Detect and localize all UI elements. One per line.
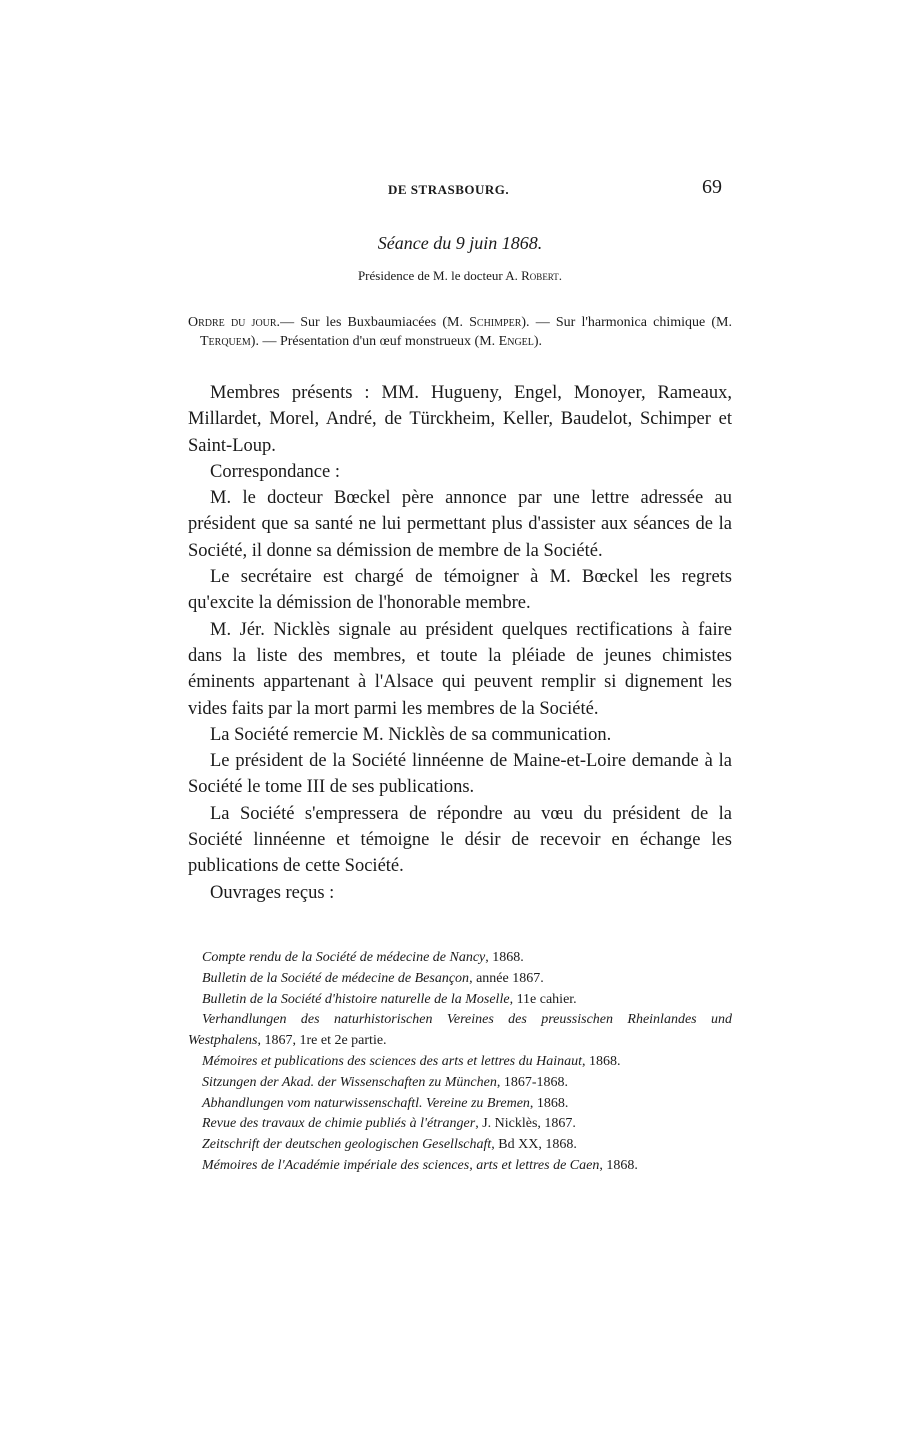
ordre-name: Schimper bbox=[469, 315, 522, 330]
ordre-text: — Sur les Buxbaumiacées (M. bbox=[280, 315, 470, 330]
list-item bbox=[188, 1156, 732, 1177]
ordre-text: ). — Présentation d'un œuf monstrueux (M. bbox=[250, 334, 499, 349]
paragraph: Le secrétaire est chargé de témoigner à M. Bœckel les regrets qu'excite la démission de l'honorable membre. bbox=[188, 567, 732, 614]
list-item bbox=[188, 1052, 732, 1073]
seance-title: Séance du 9 juin 1868. bbox=[377, 233, 543, 253]
list-item bbox=[188, 948, 732, 969]
ordre-du-jour bbox=[188, 313, 732, 351]
ouvrages-list bbox=[188, 948, 732, 1177]
work-title: Zeitschrift der deutschen geologischen Gesellschaft bbox=[202, 1137, 492, 1153]
work-details: , année 1867. bbox=[469, 970, 544, 986]
work-details: , 1868. bbox=[529, 1095, 569, 1111]
work-title: Verhandlungen des naturhistorischen Vereines des preussischen Rheinlandes und Westphalens bbox=[188, 1012, 732, 1049]
paragraph: La Société remercie M. Nicklès de sa communication. bbox=[210, 724, 612, 745]
list-item bbox=[188, 969, 732, 990]
paragraph: Correspondance : bbox=[210, 461, 340, 482]
ordre-label: Ordre du jour. bbox=[188, 315, 281, 330]
ordre-text: ). — Sur l'harmonica chimique (M. bbox=[521, 315, 733, 330]
work-title: Abhandlungen vom naturwissenschaftl. Vereine zu Bremen bbox=[202, 1095, 530, 1111]
work-title: Revue des travaux de chimie publiés à l'étranger bbox=[202, 1116, 476, 1132]
presidence-line bbox=[188, 268, 732, 284]
ordre-name: Engel bbox=[498, 334, 534, 349]
work-details: , 1867-1868. bbox=[496, 1074, 569, 1090]
list-item bbox=[188, 1073, 732, 1094]
list-item bbox=[188, 1010, 732, 1052]
work-details: , 11e cahier. bbox=[509, 991, 577, 1007]
work-title: Bulletin de la Société de médecine de Besançon bbox=[202, 970, 470, 986]
list-item bbox=[188, 1135, 732, 1156]
paragraph: Membres présents : MM. Hugueny, Engel, Monoyer, Rameaux, Millardet, Morel, André, de Türckheim, Keller, Baudelot, Schimper et Saint-Loup. bbox=[188, 383, 732, 456]
minutes-body bbox=[188, 380, 732, 906]
paragraph: M. Jér. Nicklès signale au président quelques rectifications à faire dans la liste des membres, et toute la pléiade de jeunes chimistes éminents appartenant à l'Alsace qui peuvent remplir si dignement les vides faits par la mort parmi les membres de la Société. bbox=[188, 619, 732, 719]
paragraph: M. le docteur Bœckel père annonce par une lettre adressée au président que sa santé ne lui permettant plus d'assister aux séances de la Société, il donne sa démission de membre de la Société. bbox=[188, 488, 732, 561]
running-head: DE STRASBOURG. bbox=[388, 182, 510, 197]
work-details: , 1868. bbox=[485, 950, 524, 965]
work-details: , 1867, 1re et 2e partie. bbox=[257, 1033, 387, 1049]
work-details: , 1868. bbox=[582, 1053, 621, 1069]
work-details: , Bd XX, 1868. bbox=[491, 1137, 577, 1153]
president-name: Robert. bbox=[521, 268, 563, 283]
page-header bbox=[188, 176, 732, 206]
work-title: Mémoires et publications des sciences des arts et lettres du Hainaut bbox=[202, 1053, 583, 1069]
work-details: , J. Nicklès, 1867. bbox=[475, 1116, 576, 1132]
ordre-text: ). bbox=[533, 334, 543, 349]
paragraph: Ouvrages reçus : bbox=[210, 882, 335, 903]
work-title: Bulletin de la Société d'histoire naturelle de la Moselle bbox=[202, 991, 510, 1007]
list-item bbox=[188, 1094, 732, 1115]
work-details: , 1868. bbox=[599, 1157, 638, 1173]
list-item bbox=[188, 1114, 732, 1135]
page-number: 69 bbox=[702, 176, 722, 198]
presidence-text: Présidence de M. le docteur A. bbox=[357, 268, 522, 283]
ordre-name: Terquem bbox=[200, 334, 251, 349]
paragraph: Le président de la Société linnéenne de Maine-et-Loire demande à la Société le tome III de ses publications. bbox=[188, 751, 732, 798]
work-title: Sitzungen der Akad. der Wissenschaften zu München bbox=[202, 1074, 497, 1090]
work-title: Mémoires de l'Académie impériale des sciences, arts et lettres de Caen bbox=[202, 1157, 600, 1173]
list-item bbox=[188, 990, 732, 1011]
paragraph: La Société s'empressera de répondre au vœu du président de la Société linnéenne et témoigne le désir de recevoir en échange les publications de cette Société. bbox=[188, 803, 732, 877]
work-title: Compte rendu de la Société de médecine de Nancy bbox=[202, 950, 486, 965]
